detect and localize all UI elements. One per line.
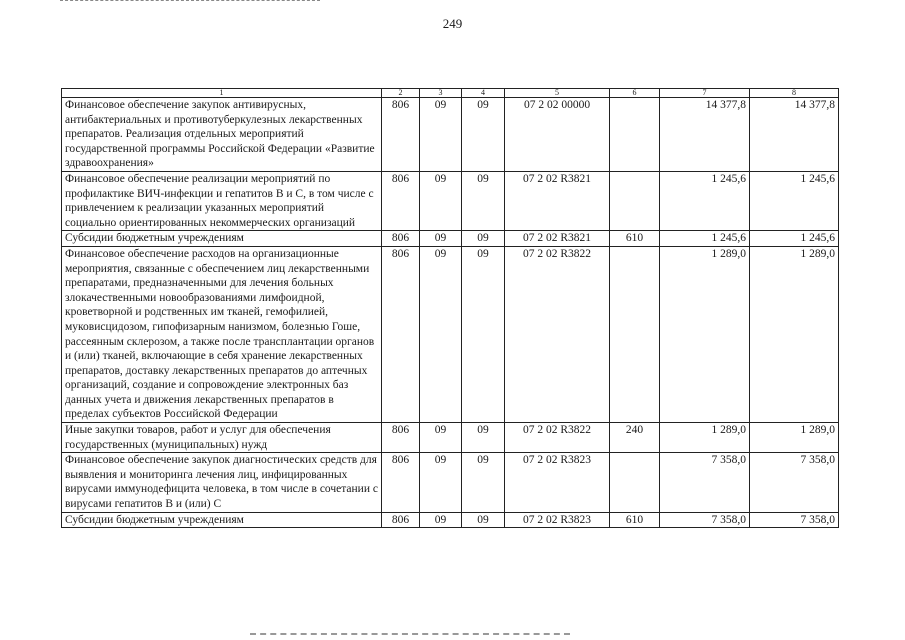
amount-cell: 7 358,0 [660,512,750,528]
column-header: 6 [610,89,660,98]
ministry-code-cell: 806 [382,512,420,528]
amount-cell: 1 289,0 [750,423,839,453]
expense-type-cell: 240 [610,423,660,453]
table-row [62,231,839,247]
row-name-cell: Субсидии бюджетным учреждениям [62,512,382,528]
subsection-code-cell: 09 [462,171,505,230]
ministry-code-cell: 806 [382,246,420,422]
page-number: 249 [442,16,463,31]
section-code-cell: 09 [420,512,462,528]
section-code-cell: 09 [420,246,462,422]
amount-cell: 7 358,0 [660,453,750,512]
amount-cell: 7 358,0 [750,512,839,528]
row-name-cell: Финансовое обеспечение закупок антивирусных, антибактериальных и противотуберкулезных лекарственных препаратов. Реализация отдельных мероприятий государственной программы Российской Федерации «Развитие здравоохранения» [62,98,382,172]
expense-type-cell [610,246,660,422]
column-header: 5 [505,89,610,98]
amount-cell: 14 377,8 [750,98,839,172]
subsection-code-cell: 09 [462,231,505,247]
column-header: 1 [62,89,382,98]
ministry-code-cell: 806 [382,423,420,453]
target-article-cell: 07 2 02 00000 [505,98,610,172]
subsection-code-cell: 09 [462,512,505,528]
subsection-code-cell: 09 [462,98,505,172]
target-article-cell: 07 2 02 R3821 [505,231,610,247]
column-header: 2 [382,89,420,98]
expense-type-cell: 610 [610,512,660,528]
ministry-code-cell: 806 [382,98,420,172]
amount-cell: 1 245,6 [660,171,750,230]
row-name-cell: Финансовое обеспечение закупок диагностических средств для выявления и мониторинга лечения лиц, инфицированных вирусами иммунодефицита человека, в том числе в сочетании с вирусами гепатитов B и (или) C [62,453,382,512]
subsection-code-cell: 09 [462,423,505,453]
amount-cell: 1 245,6 [750,171,839,230]
ministry-code-cell: 806 [382,231,420,247]
expense-type-cell [610,98,660,172]
section-code-cell: 09 [420,453,462,512]
budget-table [61,88,839,528]
amount-cell: 1 289,0 [750,246,839,422]
column-header: 4 [462,89,505,98]
target-article-cell: 07 2 02 R3821 [505,171,610,230]
expense-type-cell: 610 [610,231,660,247]
row-name-cell: Субсидии бюджетным учреждениям [62,231,382,247]
column-header: 8 [750,89,839,98]
target-article-cell: 07 2 02 R3823 [505,453,610,512]
section-code-cell: 09 [420,171,462,230]
scan-top-edge [60,0,320,3]
table-row [62,171,839,230]
table-row [62,453,839,512]
expense-type-cell [610,453,660,512]
header-row [62,89,839,98]
column-header: 7 [660,89,750,98]
column-header: 3 [420,89,462,98]
amount-cell: 1 245,6 [750,231,839,247]
expense-type-cell [610,171,660,230]
amount-cell: 1 289,0 [660,423,750,453]
ministry-code-cell: 806 [382,171,420,230]
subsection-code-cell: 09 [462,246,505,422]
row-name-cell: Иные закупки товаров, работ и услуг для обеспечения государственных (муниципальных) нужд [62,423,382,453]
target-article-cell: 07 2 02 R3822 [505,423,610,453]
amount-cell: 1 245,6 [660,231,750,247]
scan-bottom-edge [250,633,570,637]
amount-cell: 7 358,0 [750,453,839,512]
amount-cell: 14 377,8 [660,98,750,172]
section-code-cell: 09 [420,231,462,247]
row-name-cell: Финансовое обеспечение реализации мероприятий по профилактике ВИЧ-инфекции и гепатитов B и C, в том числе с привлечением к реализации указанных мероприятий социально ориентированных некоммерческих организаций [62,171,382,230]
table-row [62,423,839,453]
target-article-cell: 07 2 02 R3822 [505,246,610,422]
section-code-cell: 09 [420,423,462,453]
table-row [62,98,839,172]
section-code-cell: 09 [420,98,462,172]
amount-cell: 1 289,0 [660,246,750,422]
row-name-cell: Финансовое обеспечение расходов на организационные мероприятия, связанные с обеспечением лиц лекарственными препаратами, предназначенными для лечения больных злокачественными новообразованиями лимфоидной, кроветворной и родственных им тканей, гемофилией, муковисцидозом, гипофизарным нанизмом, болезнью Гоше, рассеянным склерозом, а также после трансплантации органов и (или) тканей, включающие в себя хранение лекарственных препаратов, доставку лекарственных препаратов до аптечных организаций, создание и сопровождение электронных баз данных учета и движения лекарственных препаратов в пределах субъектов Российской Федерации [62,246,382,422]
target-article-cell: 07 2 02 R3823 [505,512,610,528]
table-row [62,246,839,422]
table-row [62,512,839,528]
subsection-code-cell: 09 [462,453,505,512]
ministry-code-cell: 806 [382,453,420,512]
